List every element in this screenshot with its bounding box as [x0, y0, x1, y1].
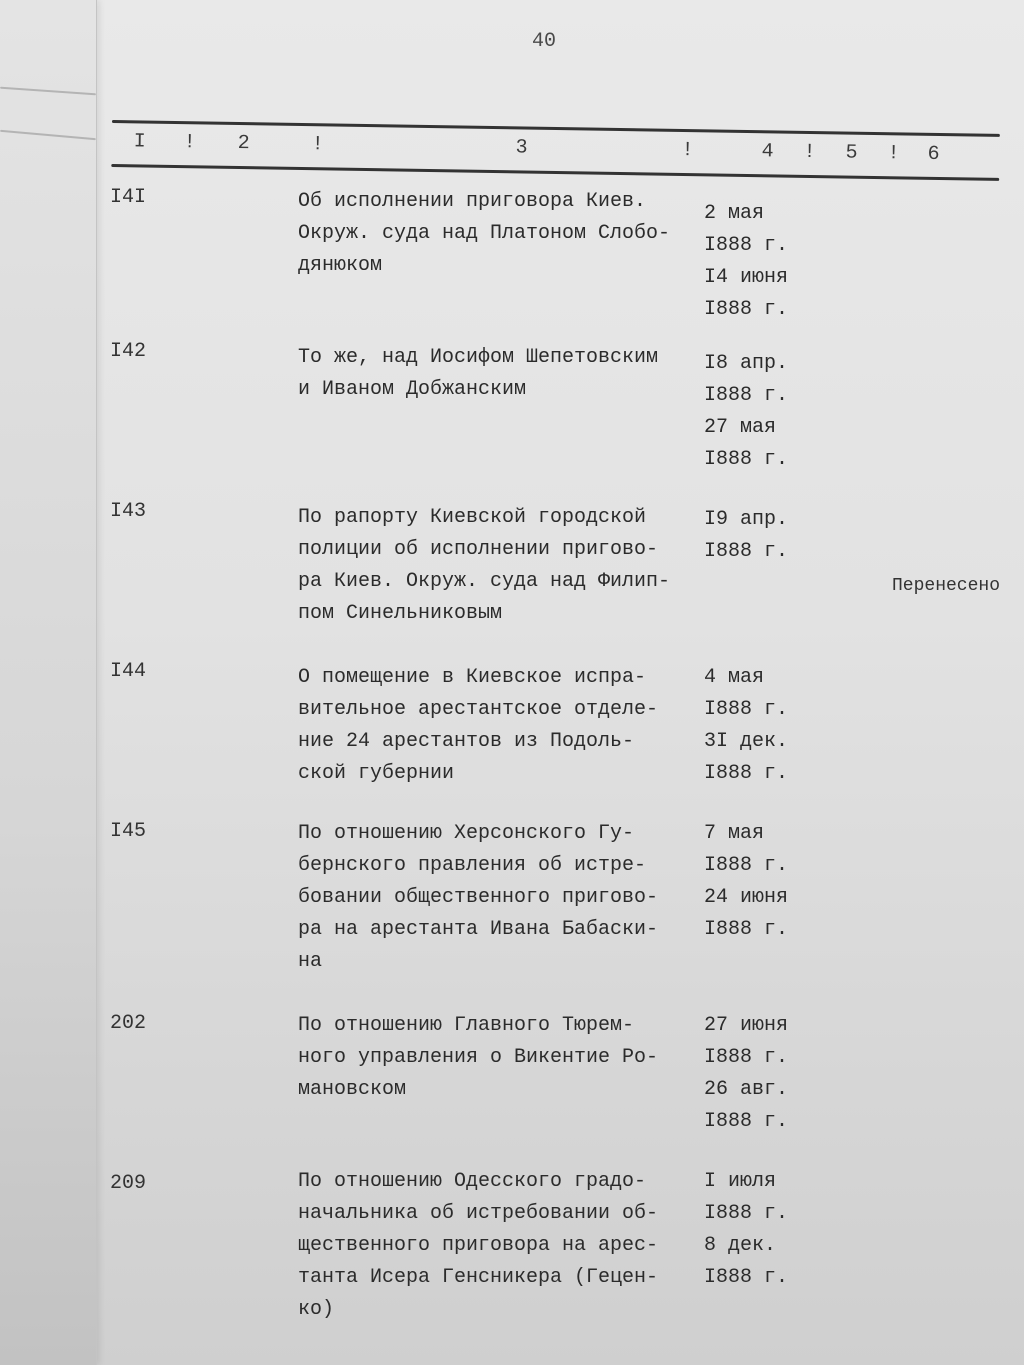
- column-separator: !: [311, 133, 324, 157]
- record-title: [298, 662, 708, 790]
- record-title-line: начальника об истребовании об-: [298, 1202, 659, 1225]
- record-number: I4I: [110, 186, 147, 209]
- record-number: 209: [110, 1172, 147, 1195]
- underlying-page-edge: [0, 0, 97, 1365]
- record-title-line: По рапорту Киевской городской: [298, 506, 647, 529]
- record-date-line: 8 дек.: [704, 1234, 777, 1257]
- record-title-line: дянюком: [298, 254, 383, 277]
- record-title-line: О помещение в Киевское испра-: [298, 666, 647, 689]
- record-title-line: То же, над Иосифом Шепетовским: [298, 346, 659, 369]
- record-date-line: 7 мая: [704, 822, 765, 845]
- record-date-line: I888 г.: [704, 1266, 789, 1289]
- record-date-line: 24 июня: [704, 886, 789, 909]
- record-date-line: I888 г.: [704, 384, 789, 407]
- record-number: I45: [110, 820, 147, 843]
- record-dates: [704, 504, 814, 568]
- record-title-line: По отношению Херсонского Гу-: [298, 822, 635, 845]
- column-separator: !: [183, 131, 196, 155]
- record-date-line: 2 мая: [704, 202, 765, 225]
- record-title: [298, 1166, 708, 1326]
- underlying-page-rule: [0, 87, 96, 96]
- record-date-line: I июля: [704, 1170, 777, 1193]
- record-date-line: I888 г.: [704, 918, 789, 941]
- record-date-line: 4 мая: [704, 666, 765, 689]
- record-date-line: 27 июня: [704, 1014, 789, 1037]
- record-date-line: I888 г.: [704, 540, 789, 563]
- record-date-line: I888 г.: [704, 854, 789, 877]
- column-header-5: 5: [845, 141, 858, 165]
- record-number: I42: [110, 340, 147, 363]
- column-separator: !: [887, 142, 900, 166]
- record-title: [298, 502, 708, 630]
- record-title-line: бовании общественного пригово-: [298, 886, 659, 909]
- record-title-line: По отношению Одесского градо-: [298, 1170, 647, 1193]
- record-title-line: ра Киев. Окруж. суда над Филип-: [298, 570, 671, 593]
- column-header-2: 2: [237, 131, 250, 156]
- record-number: I44: [110, 660, 147, 683]
- record-title-line: ко): [298, 1298, 335, 1321]
- record-date-line: I888 г.: [704, 762, 789, 785]
- record-title: [298, 1010, 708, 1106]
- column-header-3: 3: [515, 136, 528, 160]
- record-date-line: I888 г.: [704, 1202, 789, 1225]
- record-date-line: I9 апр.: [704, 508, 789, 531]
- record-title-line: бернского правления об истре-: [298, 854, 647, 877]
- table-header: [111, 120, 1000, 196]
- record-date-line: 3I дек.: [704, 730, 789, 753]
- record-date-line: I888 г.: [704, 298, 789, 321]
- record-title-line: пом Синельниковым: [298, 602, 503, 625]
- record-title-line: ние 24 арестантов из Подоль-: [298, 730, 635, 753]
- record-title-line: танта Исера Генсникера (Гецен-: [298, 1266, 659, 1289]
- column-header-6: 6: [927, 142, 940, 167]
- record-date-line: I8 апр.: [704, 352, 789, 375]
- record-number: 202: [110, 1012, 147, 1035]
- record-title-line: ской губернии: [298, 762, 455, 785]
- record-number: I43: [110, 500, 147, 523]
- record-date-line: I888 г.: [704, 234, 789, 257]
- column-header-I: I: [133, 130, 146, 154]
- record-date-line: I888 г.: [704, 448, 789, 471]
- record-dates: [704, 1010, 814, 1138]
- column-separator: !: [803, 140, 816, 165]
- record-title: [298, 342, 708, 406]
- record-title-line: полиции об исполнении пригово-: [298, 538, 659, 561]
- record-dates: [704, 818, 814, 946]
- record-dates: [704, 1166, 814, 1294]
- record-date-line: I888 г.: [704, 1110, 789, 1133]
- column-header-4: 4: [761, 140, 774, 164]
- record-title-line: По отношению Главного Тюрем-: [298, 1014, 635, 1037]
- record-date-line: I888 г.: [704, 1046, 789, 1069]
- record-title-line: мановском: [298, 1078, 407, 1101]
- record-date-line: I888 г.: [704, 698, 789, 721]
- record-note: Перенесено: [892, 576, 1001, 596]
- page-number: 40: [532, 30, 557, 53]
- record-title-line: вительное арестантское отделе-: [298, 698, 659, 721]
- record-date-line: I4 июня: [704, 266, 789, 289]
- record-title-line: щественного приговора на арес-: [298, 1234, 659, 1257]
- column-separator: !: [681, 138, 694, 163]
- record-title-line: на: [298, 950, 323, 973]
- record-title-line: и Иваном Добжанским: [298, 378, 527, 401]
- record-title-line: Об исполнении приговора Киев.: [298, 190, 647, 213]
- record-title-line: ного управления о Викентие Ро-: [298, 1046, 659, 1069]
- header-rule-bottom: [111, 164, 999, 181]
- record-date-line: 26 авг.: [704, 1078, 789, 1101]
- record-title: [298, 818, 708, 978]
- record-dates: [704, 198, 814, 326]
- record-title: [298, 186, 708, 282]
- record-dates: [704, 348, 814, 476]
- record-title-line: Окруж. суда над Платоном Слобо-: [298, 222, 671, 245]
- record-title-line: ра на арестанта Ивана Бабаски-: [298, 918, 659, 941]
- record-dates: [704, 662, 814, 790]
- underlying-page-rule: [0, 130, 96, 140]
- record-date-line: 27 мая: [704, 416, 777, 439]
